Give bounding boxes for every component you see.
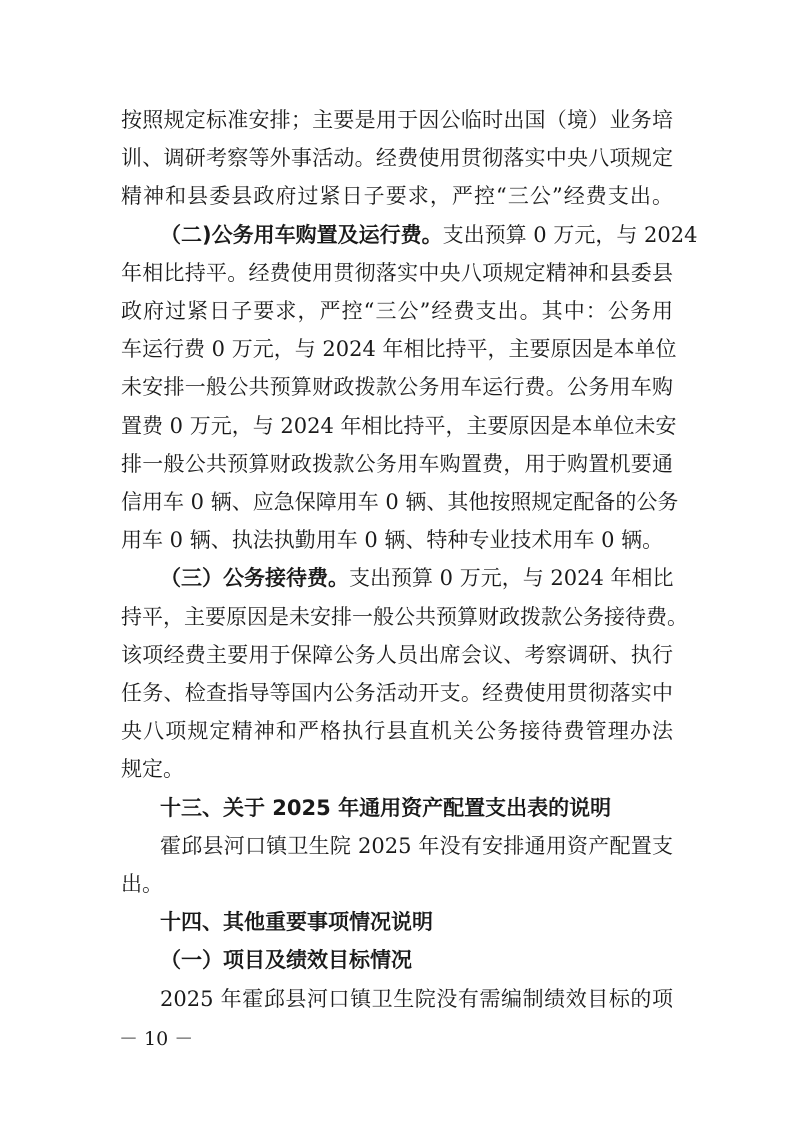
paragraph-line: 年相比持平。经费使用贯彻落实中央八项规定精神和县委县 [121,260,673,285]
section-line-vehicle [160,222,698,247]
subsection-heading-vehicle: （二)公务用车购置及运行费。 [160,222,443,247]
paragraph-line: 排一般公共预算财政拨款公务用车购置费，用于购置机要通 [121,451,673,476]
paragraph-line: 信用车 0 辆、应急保障用车 0 辆、其他按照规定配备的公务 [121,490,679,514]
section-heading-14: 十四、其他重要事项情况说明 [160,910,433,935]
section-heading-13: 十三、关于 2025 年通用资产配置支出表的说明 [160,795,612,820]
paragraph-line: 出。 [121,872,163,896]
paragraph-text: 支出预算 0 万元，与 2024 年相比 [349,566,674,591]
paragraph-line: 用车 0 辆、执法执勤用车 0 辆、特种专业技术用车 0 辆。 [121,528,664,553]
paragraph-line: 霍邱县河口镇卫生院 2025 年没有安排通用资产配置支 [160,833,673,858]
paragraph-line: 未安排一般公共预算财政拨款公务用车运行费。公务用车购 [121,375,673,400]
paragraph-line: 训、调研考察等外事活动。经费使用贯彻落实中央八项规定 [121,146,673,171]
subsection-heading-projects: （一）项目及绩效目标情况 [160,948,412,973]
paragraph-line: 任务、检查指导等国内公务活动开支。经费使用贯彻落实中 [121,681,673,705]
section-line-reception [160,568,673,589]
paragraph-line: 精神和县委县政府过紧日子要求，严控“三公”经费支出。 [121,184,673,209]
subsection-heading-reception: （三）公务接待费。 [160,566,349,591]
paragraph-line: 车运行费 0 万元，与 2024 年相比持平，主要原因是本单位 [121,337,677,362]
paragraph-line: 置费 0 万元，与 2024 年相比持平，主要原因是本单位未安 [121,413,677,438]
paragraph-text: 支出预算 0 万元，与 2024 [442,222,698,247]
paragraph-line: 政府过紧日子要求，严控“三公”经费支出。其中：公务用 [121,299,673,323]
paragraph-line: 持平，主要原因是未安排一般公共预算财政拨款公务接待费。 [121,604,688,629]
paragraph-line: 2025 年霍邱县河口镇卫生院没有需编制绩效目标的项 [160,986,673,1011]
paragraph-line: 按照规定标准安排；主要是用于因公临时出国（境）业务培 [121,108,673,132]
paragraph-line: 该项经费主要用于保障公务人员出席会议、考察调研、执行 [121,642,673,667]
paragraph-line: 央八项规定精神和严格执行县直机关公务接待费管理办法 [121,719,673,744]
paragraph-line: 规定。 [121,757,184,782]
page-number: － 10 － [119,1028,194,1050]
